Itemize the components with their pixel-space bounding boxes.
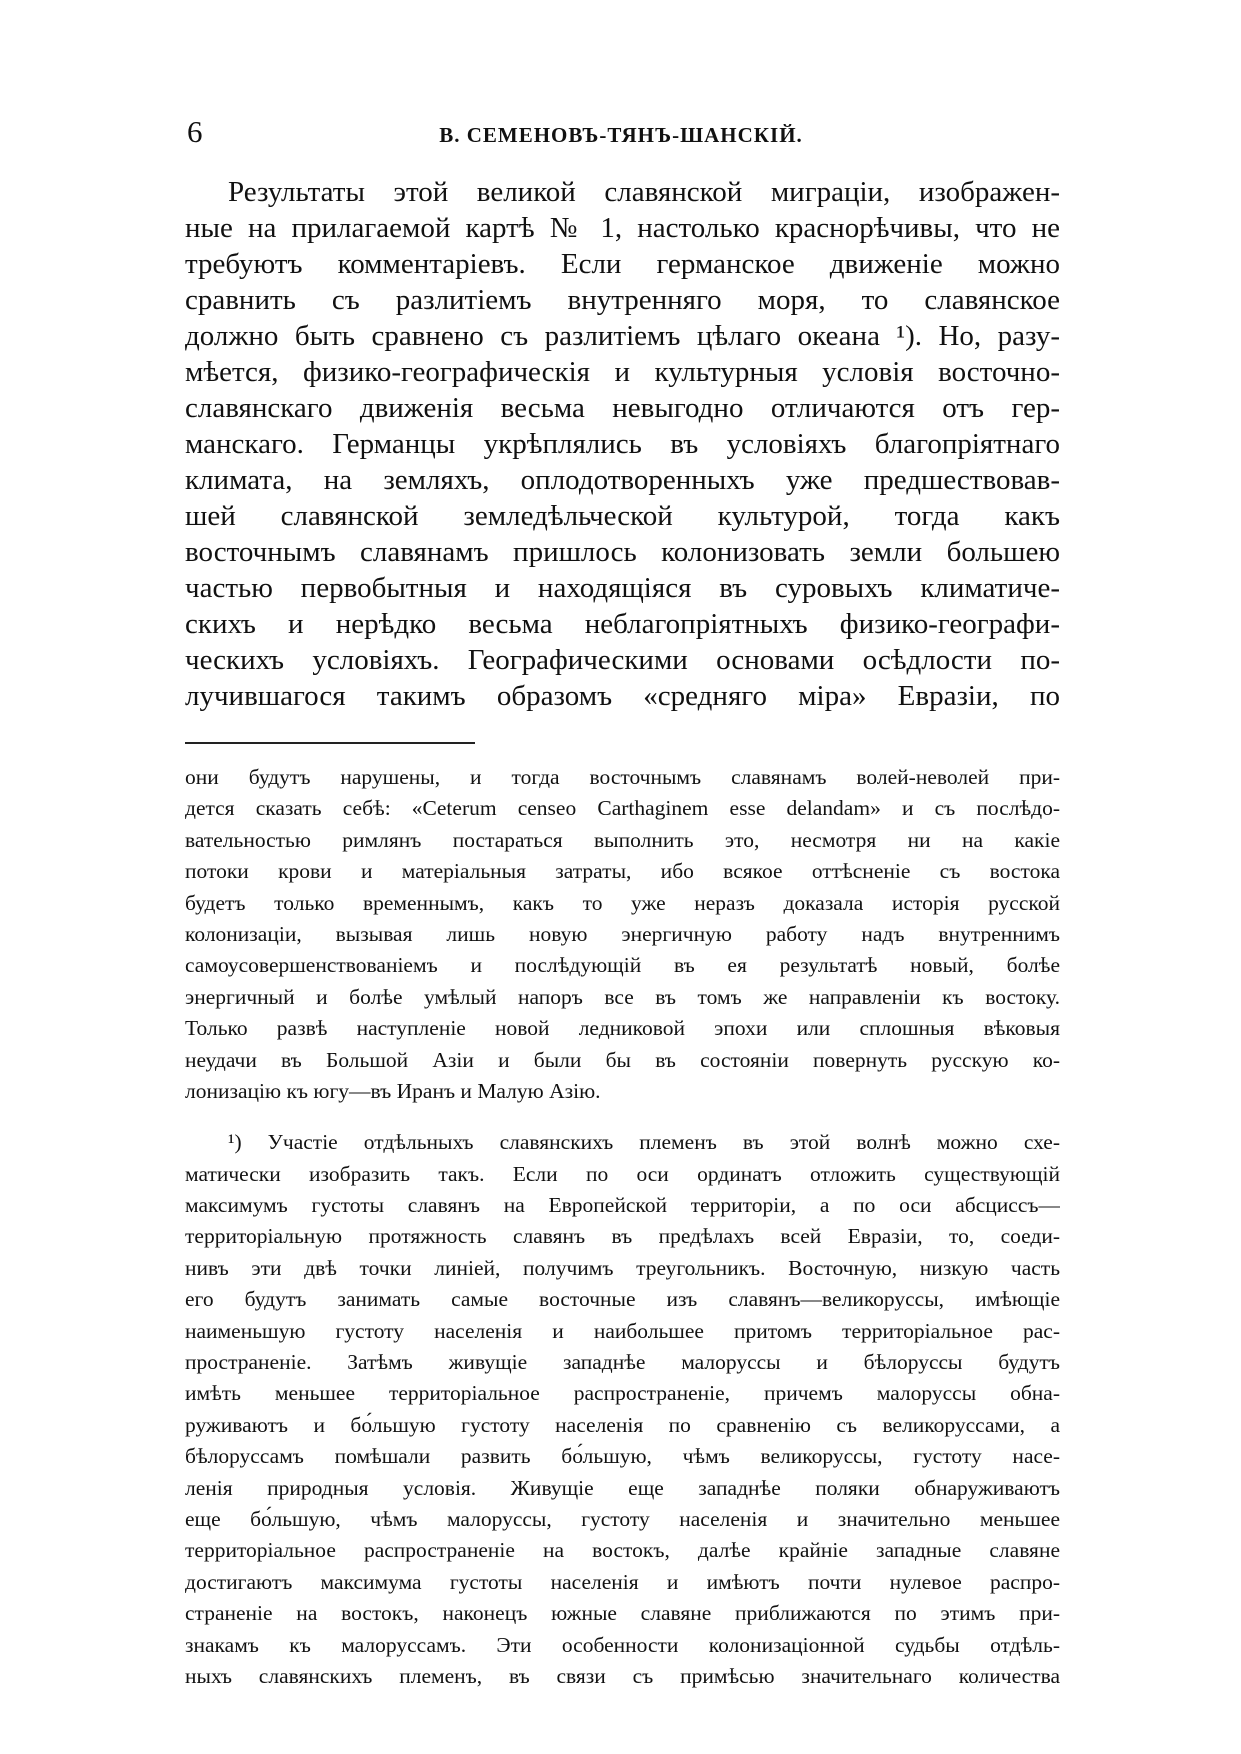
footnote-line: еще бо́льшую, чѣмъ малоруссы, густоту населенія и значительно меньшее	[185, 1506, 1060, 1531]
footnote-line: ныхъ славянскихъ племенъ, въ связи съ примѣсью значительнаго количества	[185, 1663, 1060, 1688]
text-line: требуютъ комментаріевъ. Если германское движеніе можно	[185, 248, 1060, 280]
page-number: 6	[187, 114, 203, 149]
footnote-line: энергичный и болѣе умѣлый напоръ все въ томъ же направленіи къ востоку.	[185, 984, 1060, 1009]
text-line: скихъ и нерѣдко весьма неблагопріятныхъ физико-географи-	[185, 608, 1060, 640]
running-title: В. СЕМЕНОВЪ-ТЯНЪ-ШАНСКІЙ.	[439, 123, 803, 147]
footnote-line: дется сказать себѣ: «Ceterum censeo Carthaginem esse delandam» и съ послѣдо-	[185, 796, 1060, 821]
footnote-line: вательностью римлянъ постараться выполнить это, несмотря ни на какіе	[185, 827, 1060, 852]
footnote-line: имѣть меньшее территоріальное распространеніе, причемъ малоруссы обна-	[185, 1381, 1060, 1406]
footnote-line: лонизацію къ югу—въ Иранъ и Малую Азію.	[185, 1078, 601, 1103]
text-line: частью первобытныя и находящіяся въ суровыхъ климатиче-	[185, 572, 1060, 604]
text-line: Результаты этой великой славянской миграціи, изображен-	[228, 176, 1060, 208]
footnote-line: они будутъ нарушены, и тогда восточнымъ славянамъ волей-неволей при-	[185, 765, 1060, 789]
text-line: ные на прилагаемой картѣ № 1, настолько краснорѣчивы, что не	[185, 212, 1060, 244]
footnote-line: его будутъ занимать самые восточные изъ славянъ—великоруссы, имѣющіе	[185, 1287, 1060, 1312]
footnote-line: территоріальное распространеніе на востокъ, далѣе крайніе западные славяне	[185, 1538, 1060, 1563]
text-line: манскаго. Германцы укрѣплялись въ условіяхъ благопріятнаго	[185, 428, 1060, 460]
footnotes	[185, 762, 1060, 1692]
text-line: климата, на земляхъ, оплодотворенныхъ уже предшествовав-	[185, 464, 1060, 496]
text-line: лучившагося такимъ образомъ «средняго міра» Евразіи, по	[185, 680, 1060, 712]
footnote-line: неудачи въ Большой Азіи и были бы въ состояніи повернуть русскую ко-	[185, 1047, 1060, 1072]
text-line: славянскаго движенія весьма невыгодно отличаются отъ гер-	[185, 392, 1060, 424]
footnote-line: пространеніе. Затѣмъ живущіе западнѣе малоруссы и бѣлоруссы будутъ	[185, 1350, 1060, 1375]
text-line: шей славянской земледѣльческой культурой, тогда какъ	[185, 500, 1060, 532]
footnote-line: ленія природныя условія. Живущіе еще западнѣе поляки обнаруживаютъ	[185, 1475, 1060, 1500]
footnote-line: будетъ только временнымъ, какъ то уже неразъ доказала исторія русской	[185, 890, 1060, 915]
text-line: сравнить съ разлитіемъ внутренняго моря, то славянское	[185, 284, 1060, 316]
footnote-line: нивъ эти двѣ точки линіей, получимъ треугольникъ. Восточную, низкую часть	[185, 1255, 1060, 1280]
footnote-line: руживаютъ и бо́льшую густоту населенія по сравненію съ великоруссами, а	[185, 1412, 1060, 1437]
footnote-line: территоріальную протяжность славянъ въ предѣлахъ всей Евразіи, то, соеди-	[185, 1224, 1060, 1249]
footnote-line: бѣлоруссамъ помѣшали развить бо́льшую, чѣмъ великоруссы, густоту насе-	[185, 1444, 1060, 1469]
footnote-line: колонизаціи, вызывая лишь новую энергичную работу надъ внутреннимъ	[185, 921, 1060, 946]
footnote-line: Только развѣ наступленіе новой ледниковой эпохи или сплошныя вѣковыя	[185, 1016, 1060, 1041]
footnote-line: ¹) Участіе отдѣльныхъ славянскихъ племенъ въ этой волнѣ можно схе-	[228, 1130, 1060, 1155]
text-line: восточнымъ славянамъ пришлось колонизовать земли большею	[185, 536, 1060, 568]
text-line: мѣется, физико-географическія и культурныя условія восточно-	[185, 356, 1060, 388]
footnote-separator	[185, 742, 475, 744]
footnote-continued	[185, 762, 1060, 1107]
main-paragraph	[185, 174, 1060, 714]
footnote-line: матически изобразить такъ. Если по оси ординатъ отложить существующій	[185, 1161, 1060, 1186]
text-line: ческихъ условіяхъ. Географическими основами осѣдлости по-	[185, 644, 1060, 676]
footnote-gap	[185, 1107, 1060, 1127]
footnote-line: наименьшую густоту населенія и наибольшее притомъ территоріальное рас-	[185, 1318, 1060, 1343]
footnote-line: самоусовершенствованіемъ и послѣдующій въ ея результатѣ новый, болѣе	[185, 953, 1060, 978]
page-header	[181, 112, 1061, 152]
footnote-line: достигаютъ максимума густоты населенія и имѣютъ почти нулевое распро-	[185, 1569, 1060, 1594]
footnote-line: знакамъ къ малоруссамъ. Эти особенности колонизаціонной судьбы отдѣль-	[185, 1632, 1060, 1657]
footnote-line: потоки крови и матеріальныя затраты, ибо всякое оттѣсненіе съ востока	[185, 859, 1060, 884]
footnote-1	[185, 1127, 1060, 1692]
footnote-line: страненіе на востокъ, наконецъ южные славяне приближаются по этимъ при-	[185, 1601, 1060, 1626]
footnote-line: максимумъ густоты славянъ на Европейской территоріи, а по оси абсциссъ—	[185, 1193, 1060, 1218]
text-line: должно быть сравнено съ разлитіемъ цѣлаго океана ¹). Но, разу-	[185, 320, 1060, 352]
